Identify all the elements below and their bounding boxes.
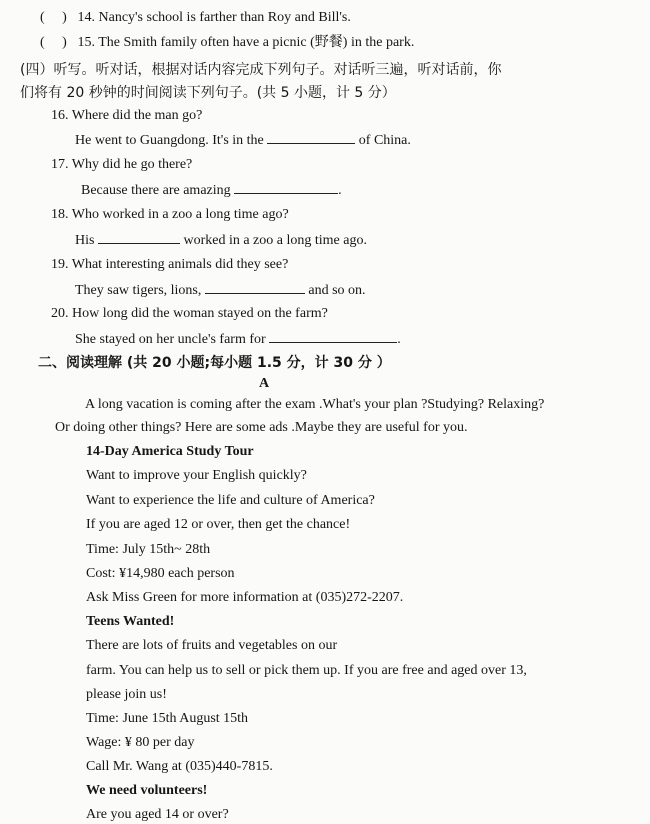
tf-statement: 14. Nancy's school is farther than Roy and Bill's. <box>77 10 351 25</box>
ad3-title: We need volunteers! <box>86 783 208 798</box>
answer-line-19: They saw tigers, lions, and so on. <box>75 283 366 298</box>
ad2-wage: Wage: ¥ 80 per day <box>86 735 195 750</box>
ad1-title: 14-Day America Study Tour <box>86 444 254 459</box>
ad2-time: Time: June 15th August 15th <box>86 711 249 726</box>
ad1-time: Time: July 15th~ 28th <box>86 542 211 557</box>
ad1-line: Want to improve your English quickly? <box>86 468 307 483</box>
question-17: 17. Why did he go there? <box>51 157 193 172</box>
answer-line-18: His worked in a zoo a long time ago. <box>75 233 367 248</box>
ad1-line: If you are aged 12 or over, then get the chance! <box>86 517 351 532</box>
ad1-contact: Ask Miss Green for more information at (035)272-2207. <box>86 590 404 605</box>
tf-statement: 15. The Smith family often have a picnic (野餐) in the park. <box>77 35 415 50</box>
question-16: 16. Where did the man go? <box>51 108 203 123</box>
answer-line-17: Because there are amazing . <box>81 183 342 198</box>
ad2-line: farm. You can help us to sell or pick them up. If you are free and aged over 13, <box>86 663 527 678</box>
ad1-line: Want to experience the life and culture of America? <box>86 493 375 508</box>
intro-line-2: Or doing other things? Here are some ads .Maybe they are useful for you. <box>55 420 468 435</box>
question-20: 20. How long did the woman stayed on the farm? <box>51 306 328 321</box>
answer-blank[interactable] <box>205 281 305 294</box>
answer-blank[interactable] <box>234 181 338 194</box>
ad3-line: Are you aged 14 or over? <box>86 807 229 822</box>
answer-paren[interactable]: ( ) <box>40 35 67 50</box>
passage-letter: A <box>258 376 270 391</box>
answer-line-16: He went to Guangdong. It's in the of China. <box>75 133 411 148</box>
question-19: 19. What interesting animals did they see? <box>51 257 289 272</box>
question-18: 18. Who worked in a zoo a long time ago? <box>51 207 289 222</box>
answer-line-20: She stayed on her uncle's farm for . <box>75 332 401 347</box>
ad2-line: There are lots of fruits and vegetables on our <box>86 638 338 653</box>
answer-paren[interactable]: ( ) <box>40 10 67 25</box>
ad1-cost: Cost: ¥14,980 each person <box>86 566 235 581</box>
answer-blank[interactable] <box>267 131 355 144</box>
tf-item-15 <box>40 34 414 52</box>
ad2-title: Teens Wanted! <box>86 614 175 629</box>
section4-instructions-line1: (四）听写。听对话，根据对话内容完成下列句子。对话听三遍，听对话前，你 <box>20 62 502 78</box>
section4-instructions-line2: 们将有 20 秒钟的时间阅读下列句子。(共 5 小题，计 5 分） <box>20 85 396 101</box>
intro-line-1: A long vacation is coming after the exam .What's your plan ?Studying? Relaxing? <box>85 397 545 412</box>
part2-heading: 二、阅读理解 (共 20 小题;每小题 1.5 分，计 30 分 ） <box>38 355 391 371</box>
answer-blank[interactable] <box>98 231 180 244</box>
ad2-line: please join us! <box>86 687 167 702</box>
ad2-contact: Call Mr. Wang at (035)440-7815. <box>86 759 273 774</box>
tf-item-14 <box>40 9 351 27</box>
answer-blank[interactable] <box>269 330 397 343</box>
